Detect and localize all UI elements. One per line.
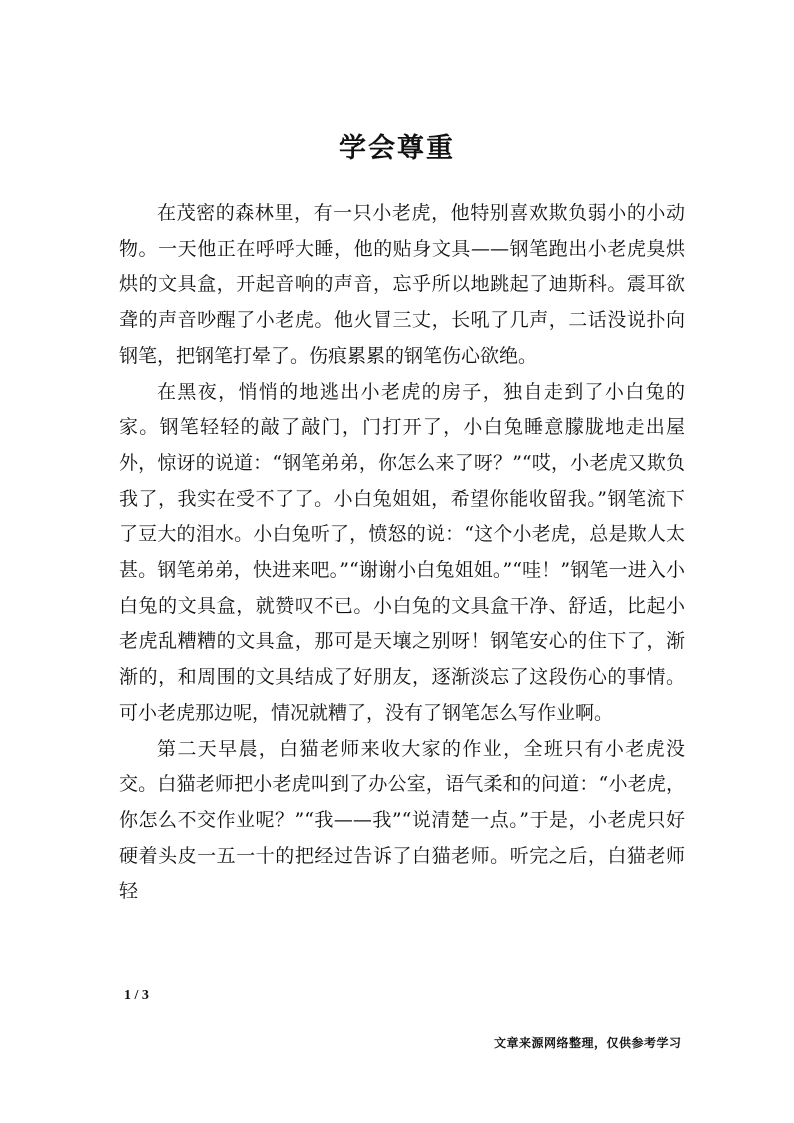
footer-source-note: 文章来源网络整理，仅供参考学习 — [494, 1036, 682, 1050]
paragraph-1: 在茂密的森林里，有一只小老虎，他特别喜欢欺负弱小的小动物。一天他正在呼呼大睡，他的贴身文具——钢笔跑出小老虎臭烘烘的文具盒，开起音响的声音，忘乎所以地跳起了迪斯科。震耳欲聋的声音吵醒了小老虎。他火冒三丈，长吼了几声，二话没说扑向钢笔，把钢笔打晕了。伤痕累累的钢笔伤心欲绝。 — [119, 202, 685, 367]
paragraph-3: 第二天早晨，白猫老师来收大家的作业，全班只有小老虎没交。白猫老师把小老虎叫到了办公室，语气柔和的问道：“小老虎，你怎么不交作业呢？”“我——我”“说清楚一点。”于是，小老虎只好硬着头皮一五一十的把经过告诉了白猫老师。听完之后，白猫老师轻 — [119, 737, 685, 903]
document-body — [119, 196, 685, 910]
paragraph-2: 在黑夜，悄悄的地逃出小老虎的房子，独自走到了小白兔的家。钢笔轻轻的敲了敲门，门打开了，小白兔睡意朦胧地走出屋外，惊讶的说道：“钢笔弟弟，你怎么来了呀？”“哎，小老虎又欺负我了，我实在受不了了。小白兔姐姐，希望你能收留我。”钢笔流下了豆大的泪水。小白兔听了，愤怒的说：“这个小老虎，总是欺人太甚。钢笔弟弟，快进来吧。”“谢谢小白兔姐姐。”“哇！”钢笔一进入小白兔的文具盒，就赞叹不已。小白兔的文具盒干净、舒适，比起小老虎乱糟糟的文具盒，那可是天壤之别呀！钢笔安心的住下了，渐渐的，和周围的文具结成了好朋友，逐渐淡忘了这段伤心的事情。可小老虎那边呢，情况就糟了，没有了钢笔怎么写作业啊。 — [119, 380, 685, 724]
document-title: 学会尊重 — [339, 133, 455, 164]
page-number: 1 / 3 — [124, 988, 149, 1003]
